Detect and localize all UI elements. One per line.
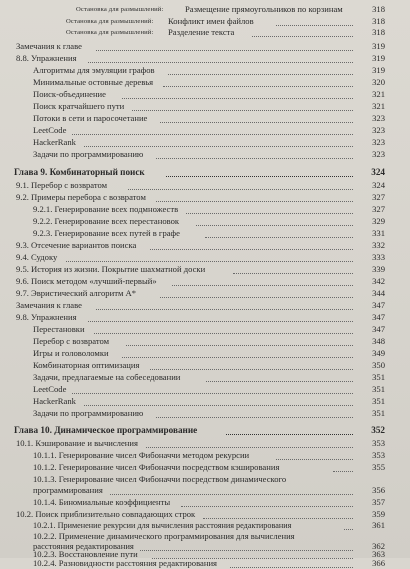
entry-page: 321 (372, 101, 385, 111)
toc-entry (0, 288, 410, 299)
toc-entry (0, 137, 410, 148)
entry-title: LeetCode (33, 125, 67, 135)
toc-entry (0, 276, 410, 287)
toc-entry (0, 312, 410, 323)
toc-entry-continued (0, 485, 410, 496)
toc-entry (0, 324, 410, 335)
entry-page: 332 (372, 240, 385, 250)
entry-page: 320 (372, 77, 385, 87)
toc-entry (0, 372, 410, 383)
entry-page: 353 (372, 438, 385, 448)
chapter-heading (0, 167, 410, 178)
entry-title: Потоки в сети и паросочетание (33, 113, 148, 123)
entry-page: 319 (372, 65, 385, 75)
toc-entry (0, 204, 410, 215)
entry-prefix: Остановка для размышлений: (76, 6, 164, 13)
entry-title: Минимальные остовные деревья (33, 77, 154, 87)
entry-title: программирования (33, 485, 103, 495)
entry-title: 10.2. Поиск приблизительно совпадающих строк (16, 509, 196, 519)
toc-entry (0, 27, 410, 38)
toc-entry (0, 264, 410, 275)
entry-title: HackerRank (33, 396, 76, 406)
entry-title: Глава 10. Динамическое программирование (14, 425, 198, 435)
entry-title: 10.1.3. Генерирование чисел Фибоначчи посредством динамического (33, 474, 287, 484)
toc-entry (0, 65, 410, 76)
entry-title: 10.2.1. Применение рекурсии для вычисления расстояния редактирования (33, 521, 292, 530)
entry-prefix: Остановка для размышлений: (66, 18, 154, 25)
entry-title: 9.2. Примеры перебора с возвратом (16, 192, 146, 202)
entry-title: Замечания к главе (16, 300, 82, 310)
entry-page: 347 (372, 324, 385, 334)
toc-entry (0, 180, 410, 191)
entry-page: 347 (372, 312, 385, 322)
entry-title: Игры и головоломки (33, 348, 109, 358)
entry-title: 10.1.4. Биномиальные коэффициенты (33, 497, 171, 507)
toc-entry (0, 474, 410, 485)
toc-entry (0, 300, 410, 311)
entry-page: 351 (372, 396, 385, 406)
entry-title: 10.2.2. Применение динамического программирования для вычисления (33, 531, 295, 541)
entry-page: 319 (372, 53, 385, 63)
entry-page: 331 (372, 228, 385, 238)
entry-page: 318 (372, 27, 385, 37)
toc-entry (0, 228, 410, 239)
entry-title: Разделение текста (168, 27, 235, 37)
toc-entry (0, 384, 410, 395)
entry-prefix: Остановка для размышлений: (66, 29, 154, 36)
entry-page: 323 (372, 125, 385, 135)
entry-page: 333 (372, 252, 385, 262)
entry-title: Алгоритмы для эмуляции графов (33, 65, 155, 75)
toc-entry (0, 101, 410, 112)
entry-title: 9.2.3. Генерирование всех путей в графе (33, 228, 180, 238)
entry-page: 356 (372, 485, 385, 495)
entry-title: 9.6. Поиск методом «лучший-первый» (16, 276, 157, 286)
entry-title: Поиск кратчайшего пути (33, 101, 125, 111)
entry-page: 351 (372, 408, 385, 418)
entry-title: 9.8. Упражнения (16, 312, 77, 322)
entry-page: 363 (372, 549, 385, 559)
entry-title: 10.1. Кэширование и вычисления (16, 438, 138, 448)
entry-title: LeetCode (33, 384, 67, 394)
toc-entry (0, 360, 410, 371)
entry-page: 355 (372, 462, 385, 472)
entry-page: 361 (372, 520, 385, 530)
entry-page: 324 (371, 167, 385, 177)
toc-entry (0, 558, 410, 569)
entry-title: 10.1.1. Генерирование чисел Фибоначчи методом рекурсии (33, 450, 250, 460)
entry-page: 327 (372, 204, 385, 214)
entry-page: 339 (372, 264, 385, 274)
entry-title: HackerRank (33, 137, 76, 147)
entry-title: Поиск-объединение (33, 89, 106, 99)
entry-page: 350 (372, 360, 385, 370)
entry-page: 323 (372, 149, 385, 159)
entry-title: Задачи по программированию (33, 408, 144, 418)
entry-page: 327 (372, 192, 385, 202)
entry-title: 10.2.3. Восстановление пути (33, 549, 138, 559)
entry-page: 347 (372, 300, 385, 310)
entry-page: 362 (372, 541, 385, 551)
entry-page: 321 (372, 89, 385, 99)
entry-title: Задачи по программированию (33, 149, 144, 159)
entry-page: 348 (372, 336, 385, 346)
entry-page: 351 (372, 384, 385, 394)
entry-title: 9.2.2. Генерирование всех перестановок (33, 216, 180, 226)
toc-entry (0, 41, 410, 52)
entry-title: Замечания к главе (16, 41, 82, 51)
toc-entry (0, 252, 410, 263)
toc-entry (0, 520, 410, 531)
toc-entry (0, 4, 410, 15)
entry-title: Глава 9. Комбинаторный поиск (14, 167, 145, 177)
toc-entry (0, 462, 410, 473)
toc-entry (0, 509, 410, 520)
entry-title: 8.8. Упражнения (16, 53, 77, 63)
entry-title: 9.7. Эвристический алгоритм A* (16, 288, 137, 298)
entry-title: 10.2.4. Разновидности расстояния редактирования (33, 558, 217, 568)
entry-page: 323 (372, 137, 385, 147)
entry-title: 9.3. Отсечение вариантов поиска (16, 240, 137, 250)
entry-title: 10.1.2. Генерирование чисел Фибоначчи посредством кэширования (33, 462, 280, 472)
entry-page: 366 (372, 558, 385, 568)
entry-page: 323 (372, 113, 385, 123)
entry-page: 351 (372, 372, 385, 382)
entry-title: 9.5. История из жизни. Покрытие шахматной доски (16, 264, 206, 274)
entry-page: 353 (372, 450, 385, 460)
toc-entry (0, 192, 410, 203)
entry-page: 319 (372, 41, 385, 51)
entry-title: Задачи, предлагаемые на собеседовании (33, 372, 181, 382)
entry-page: 318 (372, 4, 385, 14)
entry-title: Конфликт имен файлов (168, 16, 254, 26)
entry-title: Комбинаторная оптимизация (33, 360, 140, 370)
toc-entry (0, 125, 410, 136)
toc-entry (0, 408, 410, 419)
entry-page: 357 (372, 497, 385, 507)
entry-page: 342 (372, 276, 385, 286)
entry-page: 359 (372, 509, 385, 519)
entry-page: 329 (372, 216, 385, 226)
toc-entry (0, 16, 410, 27)
toc-entry (0, 89, 410, 100)
entry-page: 352 (371, 425, 385, 435)
entry-title: расстояния редактирования (33, 541, 134, 551)
entry-page: 318 (372, 16, 385, 26)
toc-entry (0, 149, 410, 160)
entry-page: 349 (372, 348, 385, 358)
entry-title: Перестановки (33, 324, 85, 334)
entry-page: 324 (372, 180, 385, 190)
toc-entry (0, 53, 410, 64)
toc-entry (0, 549, 410, 558)
entry-title: 9.1. Перебор с возвратом (16, 180, 108, 190)
toc-entry (0, 348, 410, 359)
entry-title: 9.4. Судоку (16, 252, 58, 262)
entry-page: 344 (372, 288, 385, 298)
toc-entry (0, 77, 410, 88)
toc-entry (0, 336, 410, 347)
entry-title: Размещение прямоугольников по корзинам (185, 4, 343, 14)
toc-entry (0, 240, 410, 251)
toc-entry (0, 438, 410, 449)
toc-entry (0, 497, 410, 508)
chapter-heading (0, 425, 410, 436)
toc-entry (0, 396, 410, 407)
entry-title: Перебор с возвратом (33, 336, 110, 346)
entry-title: 9.2.1. Генерирование всех подмножеств (33, 204, 179, 214)
toc-entry (0, 450, 410, 461)
toc-entry (0, 113, 410, 124)
toc-entry (0, 216, 410, 227)
